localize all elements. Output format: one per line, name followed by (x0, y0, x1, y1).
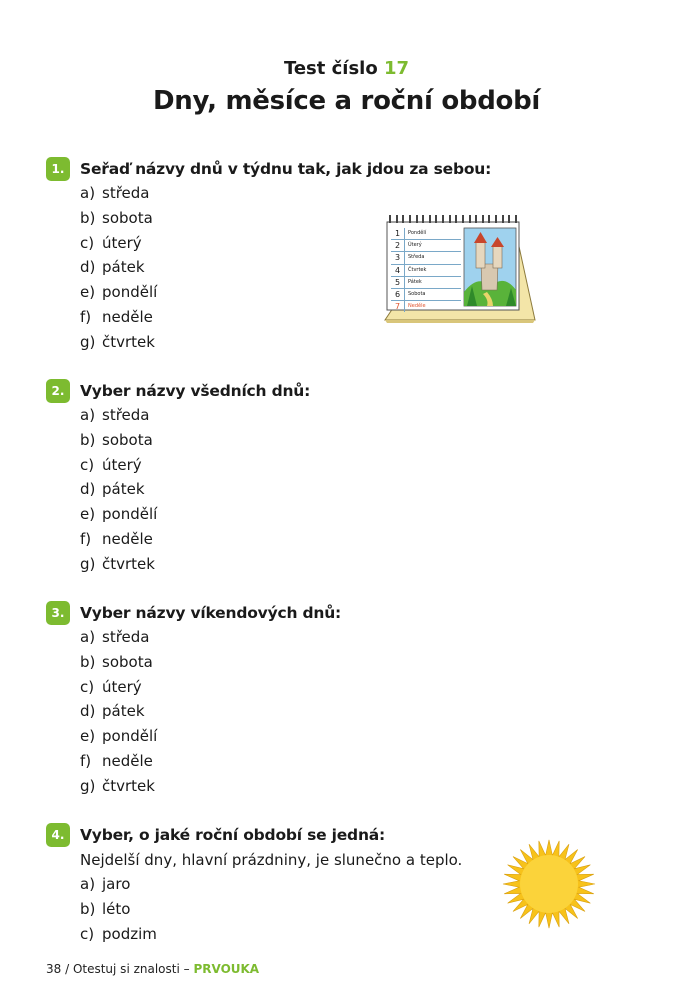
page-footer (46, 962, 259, 976)
option-item[interactable] (80, 749, 341, 774)
option-text: léto (102, 899, 131, 918)
option-item[interactable] (80, 428, 310, 453)
calendar-day-name: Pátek (408, 278, 422, 285)
option-text: středa (102, 628, 150, 646)
option-letter: e) (80, 727, 96, 746)
calendar-day-name: Pondělí (408, 230, 427, 236)
option-letter: e) (80, 283, 96, 302)
option-item[interactable] (80, 477, 310, 502)
calendar-day (391, 301, 461, 312)
test-number (0, 58, 693, 79)
option-letter: d) (80, 702, 96, 721)
question-number-badge: 2. (46, 379, 70, 403)
question-number-badge: 4. (46, 823, 70, 847)
calendar-day-list (391, 228, 461, 312)
calendar-day-number: 5 (391, 277, 405, 288)
calendar-day-number: 7 (391, 301, 405, 312)
calendar-rings (389, 215, 517, 223)
option-text: pondělí (102, 283, 158, 302)
option-item[interactable] (80, 403, 310, 428)
option-text: pátek (102, 480, 145, 499)
option-letter: d) (80, 480, 96, 499)
option-text: čtvrtek (102, 554, 155, 573)
test-number-value: 17 (384, 58, 410, 79)
option-letter: b) (80, 899, 96, 918)
option-letter: b) (80, 208, 96, 227)
option-letter: c) (80, 677, 95, 696)
calendar-day (391, 265, 461, 277)
calendar-day (391, 252, 461, 264)
question-number-badge: 1. (46, 157, 70, 181)
calendar-day-name: Sobota (408, 290, 426, 297)
calendar-day-number: 1 (391, 228, 405, 239)
test-label: Test číslo (283, 58, 378, 79)
option-letter: c) (80, 233, 95, 252)
option-letter: d) (80, 258, 96, 277)
option-letter: c) (80, 924, 95, 943)
calendar-day (391, 289, 461, 301)
option-letter: c) (80, 455, 95, 474)
question-2 (46, 379, 310, 577)
option-letter: b) (80, 652, 96, 671)
option-text: středa (102, 406, 150, 424)
option-text: čtvrtek (102, 332, 155, 351)
option-item[interactable] (80, 502, 310, 527)
calendar-day-number: 2 (391, 240, 405, 251)
option-item[interactable] (80, 724, 341, 749)
option-letter: a) (80, 406, 96, 424)
question-text: Seřaď názvy dnů v týdnu tak, jak jdou za sebou: (80, 160, 492, 178)
option-text: sobota (102, 208, 153, 227)
calendar-day-name: Čtvrtek (408, 266, 427, 273)
footer-brand: PRVOUKA (193, 962, 260, 976)
option-letter: a) (80, 184, 96, 202)
calendar-day-name: Úterý (408, 242, 422, 249)
option-text: úterý (102, 677, 142, 696)
question-description: Nejdelší dny, hlavní prázdniny, je slunečno a teplo. (80, 851, 463, 869)
option-letter: b) (80, 430, 96, 449)
question-4 (46, 823, 462, 946)
calendar-day-number: 3 (391, 252, 405, 263)
question-text: Vyber, o jaké roční období se jedná: (80, 826, 386, 844)
option-text: sobota (102, 652, 153, 671)
option-item[interactable] (80, 699, 341, 724)
option-letter: a) (80, 628, 96, 646)
option-letter: g) (80, 554, 96, 573)
option-item[interactable] (80, 527, 310, 552)
option-text: neděle (102, 751, 153, 770)
option-text: středa (102, 184, 150, 202)
question-text: Vyber názvy všedních dnů: (80, 382, 311, 400)
calendar-day (391, 277, 461, 289)
sun-icon (498, 836, 600, 932)
option-text: pátek (102, 702, 145, 721)
option-text: úterý (102, 233, 142, 252)
calendar-day-name: Středa (408, 254, 425, 261)
option-text: neděle (102, 529, 153, 548)
options-list (80, 872, 462, 946)
option-item[interactable] (80, 330, 491, 355)
option-item[interactable] (80, 774, 341, 799)
options-list (80, 625, 341, 799)
option-text: neděle (102, 307, 153, 326)
option-text: úterý (102, 455, 142, 474)
option-text: sobota (102, 430, 153, 449)
calendar-day-number: 6 (391, 289, 405, 300)
option-text: pátek (102, 258, 145, 277)
footer-page-label: 38 / Otestuj si znalosti – (46, 962, 190, 976)
option-item[interactable] (80, 872, 462, 897)
option-letter: f) (80, 529, 92, 548)
option-letter: g) (80, 332, 96, 351)
sun-disc (520, 855, 578, 913)
option-item[interactable] (80, 922, 462, 947)
option-item[interactable] (80, 675, 341, 700)
question-3 (46, 601, 341, 799)
desk-calendar-icon (383, 212, 538, 325)
question-number-badge: 3. (46, 601, 70, 625)
option-item[interactable] (80, 625, 341, 650)
sun-drawing (498, 836, 600, 932)
option-text: pondělí (102, 505, 158, 524)
calendar-day (391, 240, 461, 252)
option-text: podzim (102, 924, 157, 943)
option-text: jaro (102, 875, 131, 893)
option-item[interactable] (80, 897, 462, 922)
option-letter: a) (80, 875, 96, 893)
calendar-day (391, 228, 461, 240)
option-text: čtvrtek (102, 776, 155, 795)
option-letter: f) (80, 307, 92, 326)
calendar-day-name: Neděle (408, 303, 426, 310)
option-letter: f) (80, 751, 92, 770)
page-title: Dny, měsíce a roční období (153, 86, 540, 116)
calendar-day-number: 4 (391, 265, 405, 276)
question-text: Vyber názvy víkendových dnů: (80, 604, 342, 622)
option-item[interactable] (80, 453, 310, 478)
option-item[interactable] (80, 181, 491, 206)
options-list (80, 403, 310, 577)
option-text: pondělí (102, 727, 158, 746)
option-letter: g) (80, 776, 96, 795)
option-item[interactable] (80, 650, 341, 675)
option-letter: e) (80, 505, 96, 524)
option-item[interactable] (80, 552, 310, 577)
